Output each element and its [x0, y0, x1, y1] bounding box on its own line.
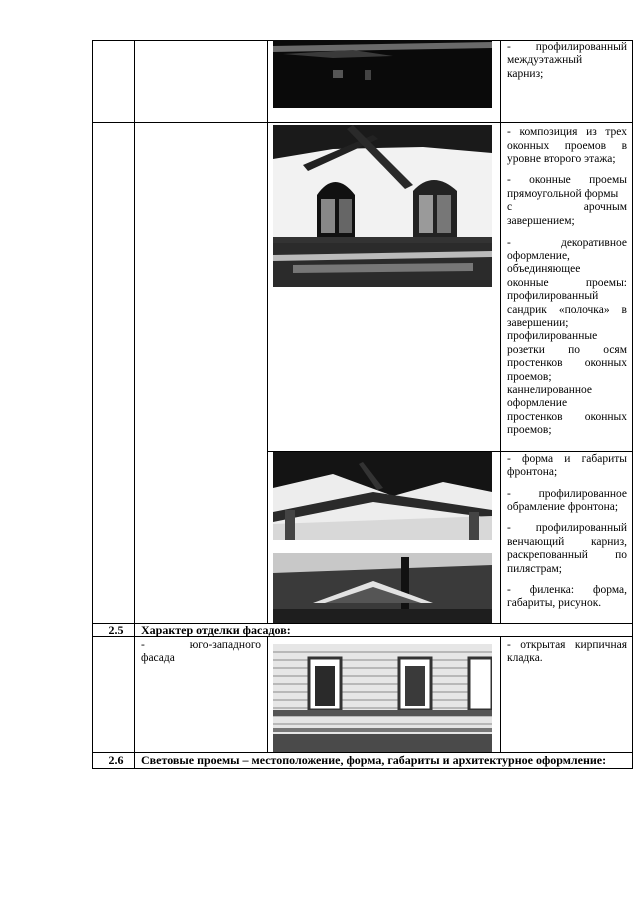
facade-label-line: фасада [141, 652, 175, 664]
openings-note-line: с арочным [507, 201, 627, 213]
decor-note-line: завершении; [507, 317, 569, 329]
openings-note-line: прямоугольной формы [507, 188, 619, 200]
column-divider [500, 636, 501, 753]
decor-note-line: сандрик «полочка» в [507, 304, 627, 316]
pediment-note-line: - форма и габариты [507, 453, 627, 465]
table-right-border [632, 40, 633, 769]
tree-pediment-photo [273, 553, 492, 623]
decor-note-line: розетки по осям [507, 344, 627, 356]
column-divider [500, 40, 501, 624]
composition-note-line: - композиция из трех [507, 126, 627, 138]
column-divider [267, 636, 268, 753]
pediment-note-line: - профилированный [507, 522, 627, 534]
section-title: Характер отделки фасадов: [141, 623, 291, 637]
openings-note-line: завершением; [507, 215, 575, 227]
section-number: 2.6 [108, 753, 124, 767]
decor-note-line: простенков оконных [507, 411, 627, 423]
finish-note-line: - открытая кирпичная [507, 639, 627, 651]
cornice-photo [273, 40, 492, 108]
pediment-note-line: - профилированное [507, 488, 627, 500]
decor-note-line: объединяющее [507, 263, 581, 275]
composition-note-line: оконных проемов в [507, 140, 627, 152]
pediment-note-line: обрамление фронтона; [507, 501, 619, 513]
pediment-note-line: пилястрам; [507, 563, 562, 575]
cornice-note-line: междуэтажный [507, 54, 583, 66]
decor-note-line: оконные проемы: [507, 277, 627, 289]
section-title: Световые проемы – местоположение, форма, габариты и архитектурное оформление: [141, 753, 607, 767]
composition-note-line: уровне второго этажа; [507, 153, 616, 165]
decor-note-line: проемов; [507, 424, 552, 436]
decor-note-line: - декоративное [507, 237, 627, 249]
pediment-photo [273, 452, 492, 540]
pediment-note-line: венчающий карниз, [507, 536, 627, 548]
decor-note-line: проемов; [507, 371, 552, 383]
section-number: 2.5 [108, 623, 124, 637]
column-divider [134, 40, 135, 769]
pediment-note-line: фронтона; [507, 466, 558, 478]
pediment-note-line: - филенка: форма, [507, 584, 627, 596]
decor-note-line: оформление, [507, 250, 570, 262]
windows-photo [273, 125, 492, 287]
decor-note-line: профилированные [507, 330, 598, 342]
openings-note-line: - оконные проемы [507, 174, 627, 186]
cornice-note-line: - профилированный [507, 41, 627, 53]
decor-note-line: простенков оконных [507, 357, 627, 369]
row-divider [92, 122, 633, 123]
pediment-note-line: габариты, рисунок. [507, 597, 602, 609]
decor-note-line: каннелированное [507, 384, 593, 396]
finish-note-line: кладка. [507, 652, 543, 664]
pediment-note-line: раскрепованный по [507, 549, 627, 561]
table-left-border [92, 40, 93, 769]
brick-facade-photo [273, 644, 492, 752]
facade-label-line: - юго-западного [141, 639, 261, 651]
decor-note-line: оформление [507, 397, 568, 409]
column-divider [267, 40, 268, 624]
cornice-note-line: карниз; [507, 68, 544, 80]
decor-note-line: профилированный [507, 290, 599, 302]
table-bottom-border [92, 768, 633, 769]
